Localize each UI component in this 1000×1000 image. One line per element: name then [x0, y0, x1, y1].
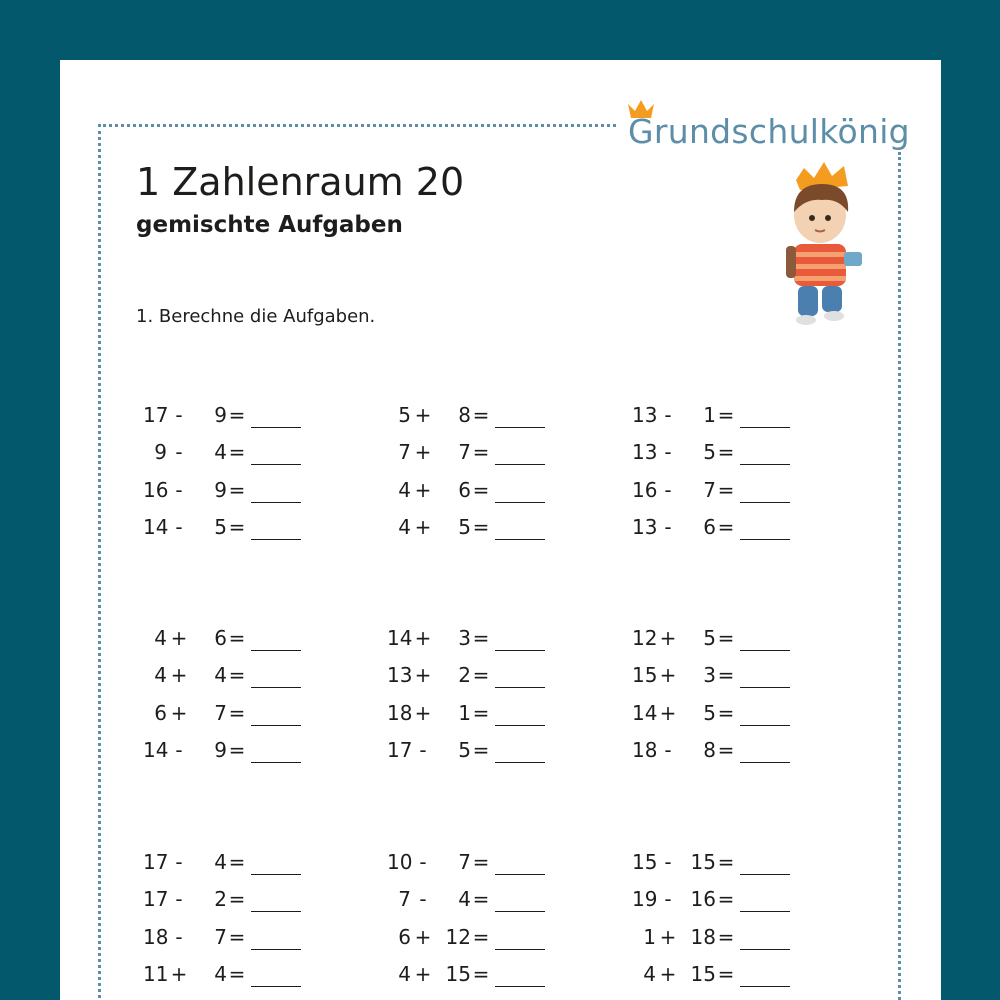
answer-line[interactable] — [740, 725, 790, 726]
answer-line[interactable] — [251, 911, 301, 912]
math-task — [143, 698, 301, 728]
operand-a: 14 — [143, 514, 169, 539]
equals-sign: = — [228, 514, 246, 539]
operand-a: 4 — [398, 477, 411, 502]
math-task — [632, 512, 790, 542]
answer-line[interactable] — [740, 949, 790, 950]
equals-sign: = — [472, 477, 490, 502]
operand-b: 8 — [458, 403, 471, 427]
operator: - — [175, 887, 183, 912]
operand-b: 2 — [458, 663, 471, 688]
operand-a: 4 — [398, 514, 411, 539]
operand-a: 4 — [154, 663, 167, 688]
operand-b: 5 — [703, 440, 716, 465]
operand-b: 4 — [214, 663, 227, 688]
operand-a: 19 — [632, 887, 658, 912]
equals-sign: = — [472, 924, 490, 949]
operand-a: 13 — [632, 514, 658, 539]
operand-a: 15 — [632, 850, 658, 874]
answer-line[interactable] — [495, 949, 545, 950]
answer-line[interactable] — [495, 911, 545, 912]
operand-a: 13 — [632, 440, 658, 465]
operand-b: 3 — [458, 626, 471, 650]
operator: - — [664, 440, 672, 465]
answer-line[interactable] — [740, 502, 790, 503]
math-task — [632, 959, 790, 989]
task-instruction: 1. Berechne die Aufgaben. — [136, 306, 376, 327]
operand-a: 17 — [387, 737, 413, 762]
math-task — [632, 884, 790, 914]
operand-b: 5 — [703, 626, 716, 650]
answer-line[interactable] — [740, 687, 790, 688]
answer-line[interactable] — [740, 874, 790, 875]
operator: + — [170, 663, 188, 688]
math-task — [387, 437, 545, 467]
operator: - — [419, 737, 427, 762]
equals-sign: = — [228, 403, 246, 427]
equals-sign: = — [717, 924, 735, 949]
operator: + — [414, 961, 432, 986]
operator: - — [175, 737, 183, 762]
equals-sign: = — [717, 514, 735, 539]
operand-a: 11 — [143, 961, 169, 986]
math-task — [632, 847, 790, 877]
math-task — [387, 512, 545, 542]
equals-sign: = — [228, 663, 246, 688]
math-task — [143, 884, 301, 914]
operand-a: 10 — [387, 850, 413, 874]
operand-b: 7 — [703, 477, 716, 502]
dotted-frame-top — [98, 124, 616, 127]
operand-b: 4 — [458, 887, 471, 912]
math-task — [387, 735, 545, 765]
operator: + — [414, 403, 432, 427]
operand-b: 9 — [214, 737, 227, 762]
answer-line[interactable] — [495, 874, 545, 875]
equals-sign: = — [717, 961, 735, 986]
equals-sign: = — [228, 887, 246, 912]
operand-b: 15 — [690, 850, 716, 874]
operator: - — [664, 403, 672, 427]
equals-sign: = — [228, 850, 246, 874]
math-task — [387, 623, 545, 653]
equals-sign: = — [228, 924, 246, 949]
math-task — [632, 400, 790, 430]
operator: - — [175, 477, 183, 502]
operand-a: 14 — [143, 737, 169, 762]
math-task — [632, 922, 790, 952]
answer-line[interactable] — [251, 502, 301, 503]
operand-a: 16 — [143, 477, 169, 502]
operand-b: 6 — [214, 626, 227, 650]
equals-sign: = — [228, 626, 246, 650]
operand-b: 9 — [214, 403, 227, 427]
equals-sign: = — [472, 700, 490, 725]
answer-line[interactable] — [495, 650, 545, 651]
operator: - — [175, 440, 183, 465]
equals-sign: = — [472, 737, 490, 762]
answer-line[interactable] — [495, 539, 545, 540]
operand-b: 4 — [214, 850, 227, 874]
operand-b: 6 — [703, 514, 716, 539]
operand-b: 5 — [214, 514, 227, 539]
operand-b: 12 — [445, 924, 471, 949]
operand-a: 14 — [387, 626, 413, 650]
operand-a: 7 — [398, 887, 411, 912]
math-task — [143, 735, 301, 765]
equals-sign: = — [228, 737, 246, 762]
math-task — [387, 475, 545, 505]
operator: + — [170, 700, 188, 725]
answer-line[interactable] — [495, 986, 545, 987]
answer-line[interactable] — [251, 725, 301, 726]
math-task — [143, 623, 301, 653]
operand-b: 7 — [214, 924, 227, 949]
equals-sign: = — [717, 850, 735, 874]
math-task — [143, 660, 301, 690]
answer-line[interactable] — [495, 687, 545, 688]
worksheet-subtitle: gemischte Aufgaben — [136, 212, 403, 238]
answer-line[interactable] — [740, 986, 790, 987]
operand-b: 6 — [458, 477, 471, 502]
operand-b: 5 — [458, 737, 471, 762]
operand-a: 17 — [143, 850, 169, 874]
operator: + — [414, 440, 432, 465]
math-task — [387, 847, 545, 877]
math-task — [143, 959, 301, 989]
operand-b: 7 — [458, 850, 471, 874]
operand-b: 5 — [703, 700, 716, 725]
operator: + — [170, 626, 188, 650]
math-task — [143, 400, 301, 430]
operand-a: 13 — [632, 403, 658, 427]
operator: - — [664, 737, 672, 762]
math-task — [632, 698, 790, 728]
operand-b: 4 — [214, 440, 227, 465]
answer-line[interactable] — [495, 427, 545, 428]
answer-line[interactable] — [495, 464, 545, 465]
operand-a: 15 — [632, 663, 658, 688]
operand-a: 16 — [632, 477, 658, 502]
dotted-frame-left — [98, 124, 101, 1000]
math-task — [632, 437, 790, 467]
equals-sign: = — [717, 440, 735, 465]
operand-b: 15 — [690, 961, 716, 986]
equals-sign: = — [472, 440, 490, 465]
operator: + — [170, 961, 188, 986]
answer-line[interactable] — [495, 762, 545, 763]
math-task — [632, 623, 790, 653]
operand-b: 1 — [458, 700, 471, 725]
answer-line[interactable] — [251, 650, 301, 651]
operator: + — [659, 700, 677, 725]
math-task — [143, 847, 301, 877]
math-task — [632, 735, 790, 765]
operator: + — [659, 924, 677, 949]
operand-b: 5 — [458, 514, 471, 539]
operator: + — [414, 477, 432, 502]
math-task — [387, 884, 545, 914]
operand-b: 18 — [690, 924, 716, 949]
kid-with-crown-illustration — [772, 160, 872, 330]
answer-line[interactable] — [251, 464, 301, 465]
math-task — [143, 512, 301, 542]
operator: + — [659, 663, 677, 688]
operator: + — [659, 626, 677, 650]
operand-b: 3 — [703, 663, 716, 688]
operator: - — [175, 514, 183, 539]
equals-sign: = — [717, 663, 735, 688]
brand-logo — [626, 98, 916, 151]
operator: - — [419, 850, 427, 874]
operand-a: 18 — [632, 737, 658, 762]
math-task — [387, 400, 545, 430]
equals-sign: = — [472, 887, 490, 912]
operand-b: 2 — [214, 887, 227, 912]
operand-a: 5 — [398, 403, 411, 427]
equals-sign: = — [472, 663, 490, 688]
math-task — [143, 922, 301, 952]
operand-a: 7 — [398, 440, 411, 465]
math-task — [387, 922, 545, 952]
operator: + — [414, 663, 432, 688]
equals-sign: = — [228, 477, 246, 502]
operator: - — [175, 924, 183, 949]
operand-a: 9 — [154, 440, 167, 465]
operand-a: 14 — [632, 700, 658, 725]
operand-b: 7 — [458, 440, 471, 465]
brand-name: Grundschulkönig — [628, 112, 910, 151]
operator: + — [414, 514, 432, 539]
math-task — [387, 959, 545, 989]
answer-line[interactable] — [251, 539, 301, 540]
operand-a: 18 — [143, 924, 169, 949]
operand-a: 12 — [632, 626, 658, 650]
answer-line[interactable] — [495, 502, 545, 503]
operator: - — [664, 477, 672, 502]
worksheet-page — [60, 60, 941, 1000]
equals-sign: = — [228, 961, 246, 986]
dotted-frame-right — [898, 152, 901, 1000]
operand-a: 4 — [154, 626, 167, 650]
operator: - — [419, 887, 427, 912]
operand-b: 4 — [214, 961, 227, 986]
answer-line[interactable] — [740, 464, 790, 465]
equals-sign: = — [717, 403, 735, 427]
math-task — [143, 437, 301, 467]
operator: - — [664, 514, 672, 539]
operator: + — [414, 924, 432, 949]
operand-b: 15 — [445, 961, 471, 986]
equals-sign: = — [228, 440, 246, 465]
equals-sign: = — [472, 961, 490, 986]
equals-sign: = — [717, 477, 735, 502]
math-task — [387, 660, 545, 690]
operand-b: 8 — [703, 737, 716, 762]
answer-line[interactable] — [251, 949, 301, 950]
operand-a: 13 — [387, 663, 413, 688]
operand-b: 9 — [214, 477, 227, 502]
math-task — [632, 475, 790, 505]
math-task — [632, 660, 790, 690]
operand-a: 17 — [143, 887, 169, 912]
answer-line[interactable] — [495, 725, 545, 726]
operand-a: 1 — [643, 924, 656, 949]
equals-sign: = — [717, 887, 735, 912]
operand-a: 4 — [643, 961, 656, 986]
equals-sign: = — [717, 700, 735, 725]
answer-line[interactable] — [740, 911, 790, 912]
answer-line[interactable] — [740, 539, 790, 540]
operator: - — [664, 887, 672, 912]
worksheet-title: 1 Zahlenraum 20 — [136, 160, 465, 204]
answer-line[interactable] — [251, 427, 301, 428]
equals-sign: = — [717, 626, 735, 650]
operand-a: 4 — [398, 961, 411, 986]
operand-b: 1 — [703, 403, 716, 427]
operator: + — [659, 961, 677, 986]
operator: + — [414, 700, 432, 725]
operator: - — [175, 850, 183, 874]
operand-a: 6 — [398, 924, 411, 949]
math-task — [143, 475, 301, 505]
operand-a: 17 — [143, 403, 169, 427]
equals-sign: = — [228, 700, 246, 725]
equals-sign: = — [472, 403, 490, 427]
answer-line[interactable] — [251, 986, 301, 987]
operator: - — [664, 850, 672, 874]
operand-a: 18 — [387, 700, 413, 725]
operand-b: 7 — [214, 700, 227, 725]
math-task — [387, 698, 545, 728]
equals-sign: = — [472, 514, 490, 539]
operand-b: 16 — [690, 887, 716, 912]
operand-a: 6 — [154, 700, 167, 725]
answer-line[interactable] — [251, 762, 301, 763]
answer-line[interactable] — [740, 650, 790, 651]
equals-sign: = — [717, 737, 735, 762]
answer-line[interactable] — [740, 427, 790, 428]
answer-line[interactable] — [740, 762, 790, 763]
answer-line[interactable] — [251, 874, 301, 875]
equals-sign: = — [472, 850, 490, 874]
answer-line[interactable] — [251, 687, 301, 688]
equals-sign: = — [472, 626, 490, 650]
operator: + — [414, 626, 432, 650]
operator: - — [175, 403, 183, 427]
